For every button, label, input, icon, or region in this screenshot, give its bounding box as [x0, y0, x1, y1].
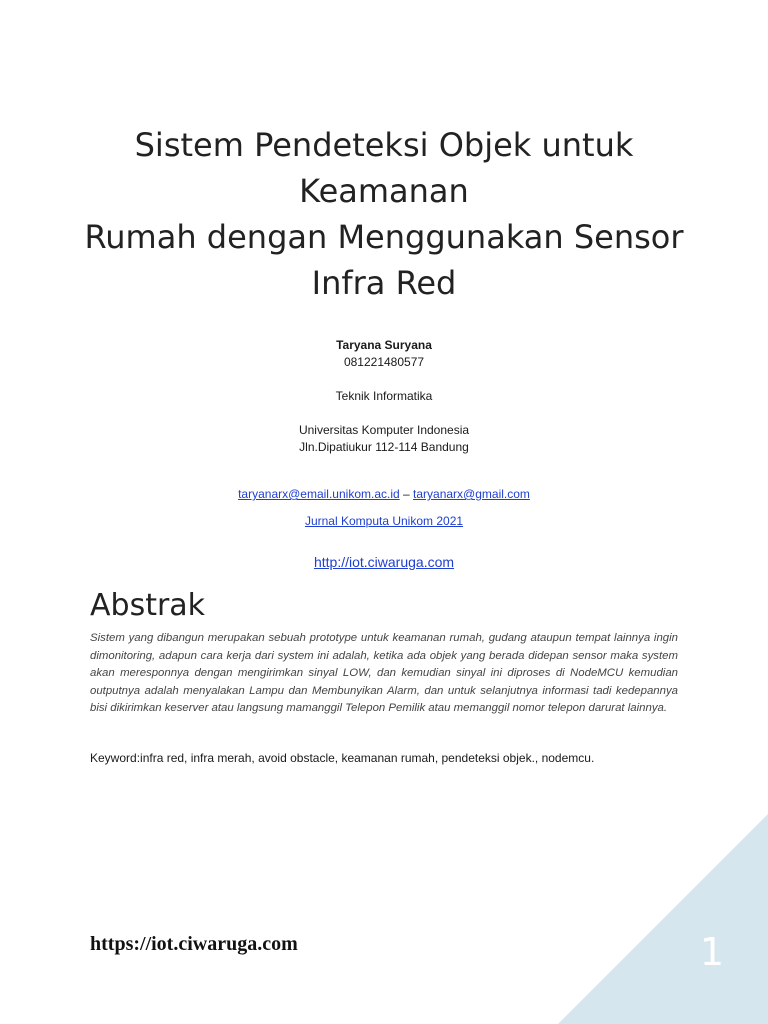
email-links [134, 486, 634, 503]
document-title [60, 122, 708, 306]
author-info [184, 337, 584, 456]
page-number: 1 [699, 930, 724, 974]
abstract-heading: Abstrak [90, 588, 206, 623]
email-separator: – [399, 487, 414, 501]
email-link-unikom[interactable]: taryanarx@email.unikom.ac.id [238, 487, 400, 501]
corner-triangle-decoration [558, 814, 768, 1024]
keywords: Keyword:infra red, infra merah, avoid obstacle, keamanan rumah, pendeteksi objek., nodemcu. [90, 751, 595, 765]
author-department: Teknik Informatika [335, 389, 433, 403]
email-link-gmail[interactable]: taryanarx@gmail.com [413, 487, 530, 501]
site-link[interactable]: http://iot.ciwaruga.com [313, 554, 455, 570]
site-line [184, 554, 584, 570]
author-university: Universitas Komputer Indonesia [298, 423, 470, 437]
title-line-2: Rumah dengan Menggunakan Sensor [84, 218, 684, 256]
journal-line [184, 514, 584, 528]
title-line-3: Infra Red [311, 264, 457, 302]
author-name: Taryana Suryana [336, 338, 432, 352]
journal-link[interactable]: Jurnal Komputa Unikom 2021 [304, 514, 464, 528]
author-phone: 081221480577 [343, 355, 425, 369]
abstract-body: Sistem yang dibangun merupakan sebuah prototype untuk keamanan rumah, gudang ataupun tempat lainnya ingin dimonitoring, adapun cara kerja dari system ini adalah, ketika ada objek yang berada didepan sensor maka system akan meresponnya dengan mengirimkan sinyal LOW, dan kemudian sinyal ini diproses di NodeMCU kemudian outputnya adalah menyalakan Lampu dan Membunyikan Alarm, dan untuk selanjutnya informasi tadi kedepannya bisi dikirimkan keserver atau langsung mamanggil Telepon Pemilik atau memanggil nomor telepon darurat lainnya. [90, 632, 678, 715]
author-address: Jln.Dipatiukur 112-114 Bandung [299, 440, 469, 454]
title-line-1: Sistem Pendeteksi Objek untuk Keamanan [134, 126, 634, 210]
footer-url: https://iot.ciwaruga.com [90, 933, 298, 955]
